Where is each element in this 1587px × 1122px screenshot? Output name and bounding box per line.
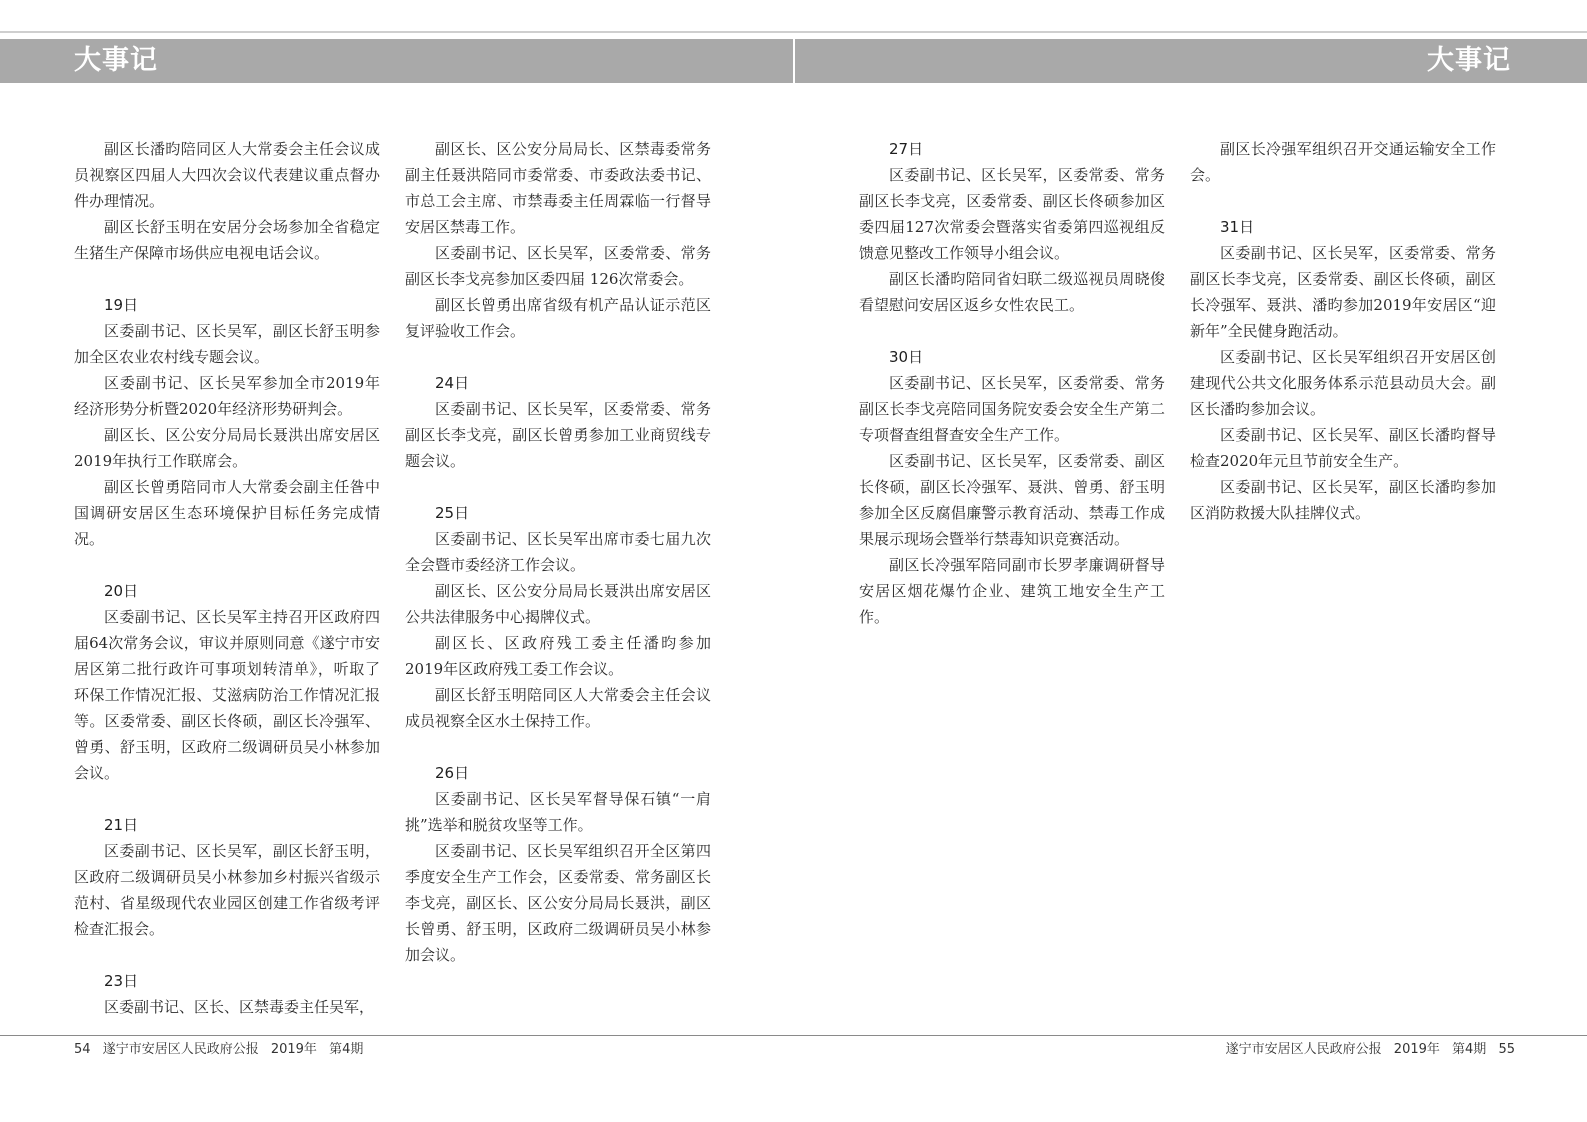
entry-date: 23日 — [104, 972, 139, 990]
entry-paragraph: 区委副书记、区长吴军，区委常委、常务副区长李戈亮，副区长曾勇参加工业商贸线专题会议。 — [405, 400, 711, 470]
entry-date: 20日 — [104, 582, 139, 600]
publication-year: 2019年 — [270, 1042, 317, 1057]
right-section-banner — [795, 39, 1587, 83]
entry-paragraph: 区委副书记、区长吴军，副区长舒玉明参加全区农业农村线专题会议。 — [74, 322, 380, 366]
entry-paragraph: 副区长、区公安分局局长聂洪出席安居区公共法律服务中心揭牌仪式。 — [405, 582, 711, 626]
chronicle-entry — [859, 344, 1165, 630]
chronicle-entry — [74, 136, 380, 266]
text-column-1 — [74, 136, 380, 1046]
entry-date: 19日 — [104, 296, 139, 314]
entry-paragraph: 副区长、区公安分局局长、区禁毒委常务副主任聂洪陪同市委常委、市委政法委书记、市总工会主席、市禁毒委主任周霖临一行督导安居区禁毒工作。 — [405, 140, 711, 236]
chronicle-entry — [405, 760, 711, 968]
chronicle-entry — [405, 500, 711, 734]
right-page-footer — [1226, 1040, 1515, 1060]
entry-paragraph: 区委副书记、区长吴军组织召开安居区创建现代公共文化服务体系示范县动员大会。副区长潘昀参加会议。 — [1190, 348, 1496, 418]
page-number: 54 — [74, 1042, 91, 1057]
publication-name: 遂宁市安居区人民政府公报 — [1225, 1042, 1382, 1057]
issue-number: 第4期 — [1452, 1042, 1487, 1057]
entry-paragraph: 区委副书记、区长吴军，区委常委、常务副区长李戈亮参加区委四届 126次常委会。 — [405, 244, 711, 288]
entry-paragraph: 区委副书记、区长吴军，副区长潘昀参加区消防救援大队挂牌仪式。 — [1190, 478, 1496, 522]
chronicle-entry — [1190, 214, 1496, 526]
text-column-2 — [405, 136, 711, 994]
page-number: 55 — [1498, 1042, 1515, 1057]
entry-paragraph: 副区长冷强军陪同副市长罗孝廉调研督导安居区烟花爆竹企业、建筑工地安全生产工作。 — [859, 556, 1165, 626]
entry-date: 26日 — [435, 764, 470, 782]
entry-date: 24日 — [435, 374, 470, 392]
left-page-footer — [74, 1040, 363, 1060]
chronicle-entry — [405, 370, 711, 474]
top-rule — [0, 31, 1587, 33]
entry-paragraph: 副区长、区公安分局局长聂洪出席安居区2019年执行工作联席会。 — [74, 426, 380, 470]
entry-paragraph: 副区长曾勇出席省级有机产品认证示范区复评验收工作会。 — [405, 296, 711, 340]
chronicle-entry — [405, 136, 711, 344]
entry-paragraph: 副区长潘昀陪同省妇联二级巡视员周晓俊看望慰问安居区返乡女性农民工。 — [859, 270, 1165, 314]
left-section-title: 大事记 — [74, 45, 158, 76]
entry-paragraph: 区委副书记、区长吴军组织召开全区第四季度安全生产工作会，区委常委、常务副区长李戈亮，副区长、区公安分局局长聂洪，副区长曾勇、舒玉明，区政府二级调研员吴小林参加会议。 — [405, 842, 711, 964]
entry-paragraph: 副区长舒玉明陪同区人大常委会主任会议成员视察全区水土保持工作。 — [405, 686, 711, 730]
text-column-3 — [859, 136, 1165, 656]
footer-rule — [0, 1035, 1587, 1036]
entry-paragraph: 副区长潘昀陪同区人大常委会主任会议成员视察区四届人大四次会议代表建议重点督办件办理情况。 — [74, 140, 380, 210]
entry-date: 25日 — [435, 504, 470, 522]
entry-paragraph: 副区长、区政府残工委主任潘昀参加2019年区政府残工委工作会议。 — [405, 634, 711, 678]
publication-name: 遂宁市安居区人民政府公报 — [102, 1042, 259, 1057]
chronicle-entry — [74, 812, 380, 942]
entry-paragraph: 区委副书记、区长吴军出席市委七届九次全会暨市委经济工作会议。 — [405, 530, 711, 574]
entry-paragraph: 区委副书记、区长吴军参加全市2019年经济形势分析暨2020年经济形势研判会。 — [74, 374, 380, 418]
left-section-banner — [0, 39, 793, 83]
entry-paragraph: 副区长曾勇陪同市人大常委会副主任昝中国调研安居区生态环境保护目标任务完成情况。 — [74, 478, 380, 548]
entry-paragraph: 区委副书记、区长吴军，副区长舒玉明，区政府二级调研员吴小林参加乡村振兴省级示范村、省星级现代农业园区创建工作省级考评检查汇报会。 — [74, 842, 380, 938]
issue-number: 第4期 — [329, 1042, 364, 1057]
chronicle-entry — [859, 136, 1165, 318]
entry-paragraph: 区委副书记、区长吴军、副区长潘昀督导检查2020年元旦节前安全生产。 — [1190, 426, 1496, 470]
entry-paragraph: 区委副书记、区长吴军督导保石镇“一肩挑”选举和脱贫攻坚等工作。 — [405, 790, 711, 834]
entry-paragraph: 区委副书记、区长、区禁毒委主任吴军， — [104, 998, 375, 1016]
entry-paragraph: 区委副书记、区长吴军，区委常委、常务副区长李戈亮陪同国务院安委会安全生产第二专项督查组督查安全生产工作。 — [859, 374, 1165, 444]
entry-paragraph: 副区长舒玉明在安居分会场参加全省稳定生猪生产保障市场供应电视电话会议。 — [74, 218, 380, 262]
chronicle-entry — [1190, 136, 1496, 188]
right-section-title: 大事记 — [1427, 45, 1511, 76]
entry-date: 30日 — [889, 348, 924, 366]
entry-paragraph: 区委副书记、区长吴军，区委常委、常务副区长李戈亮，区委常委、副区长佟硕参加区委四届127次常委会暨落实省委第四巡视组反馈意见整改工作领导小组会议。 — [859, 166, 1165, 262]
entry-paragraph: 区委副书记、区长吴军，区委常委、副区长佟硕，副区长冷强军、聂洪、曾勇、舒玉明参加全区反腐倡廉警示教育活动、禁毒工作成果展示现场会暨举行禁毒知识竞赛活动。 — [859, 452, 1165, 548]
chronicle-entry — [74, 292, 380, 552]
entry-date: 31日 — [1220, 218, 1255, 236]
chronicle-entry — [74, 578, 380, 786]
entry-paragraph: 区委副书记、区长吴军，区委常委、常务副区长李戈亮，区委常委、副区长佟硕，副区长冷强军、聂洪、潘昀参加2019年安居区“迎新年”全民健身跑活动。 — [1190, 244, 1496, 340]
text-column-4 — [1190, 136, 1496, 552]
entry-paragraph: 副区长冷强军组织召开交通运输安全工作会。 — [1190, 140, 1496, 184]
entry-date: 21日 — [104, 816, 139, 834]
entry-paragraph: 区委副书记、区长吴军主持召开区政府四届64次常务会议，审议并原则同意《遂宁市安居区第二批行政许可事项划转清单》，听取了环保工作情况汇报、艾滋病防治工作情况汇报等。区委常委、副区长佟硕，副区长冷强军、曾勇、舒玉明，区政府二级调研员吴小林参加会议。 — [74, 608, 380, 782]
entry-date: 27日 — [889, 140, 924, 158]
chronicle-entry — [74, 968, 380, 1020]
publication-year: 2019年 — [1393, 1042, 1440, 1057]
